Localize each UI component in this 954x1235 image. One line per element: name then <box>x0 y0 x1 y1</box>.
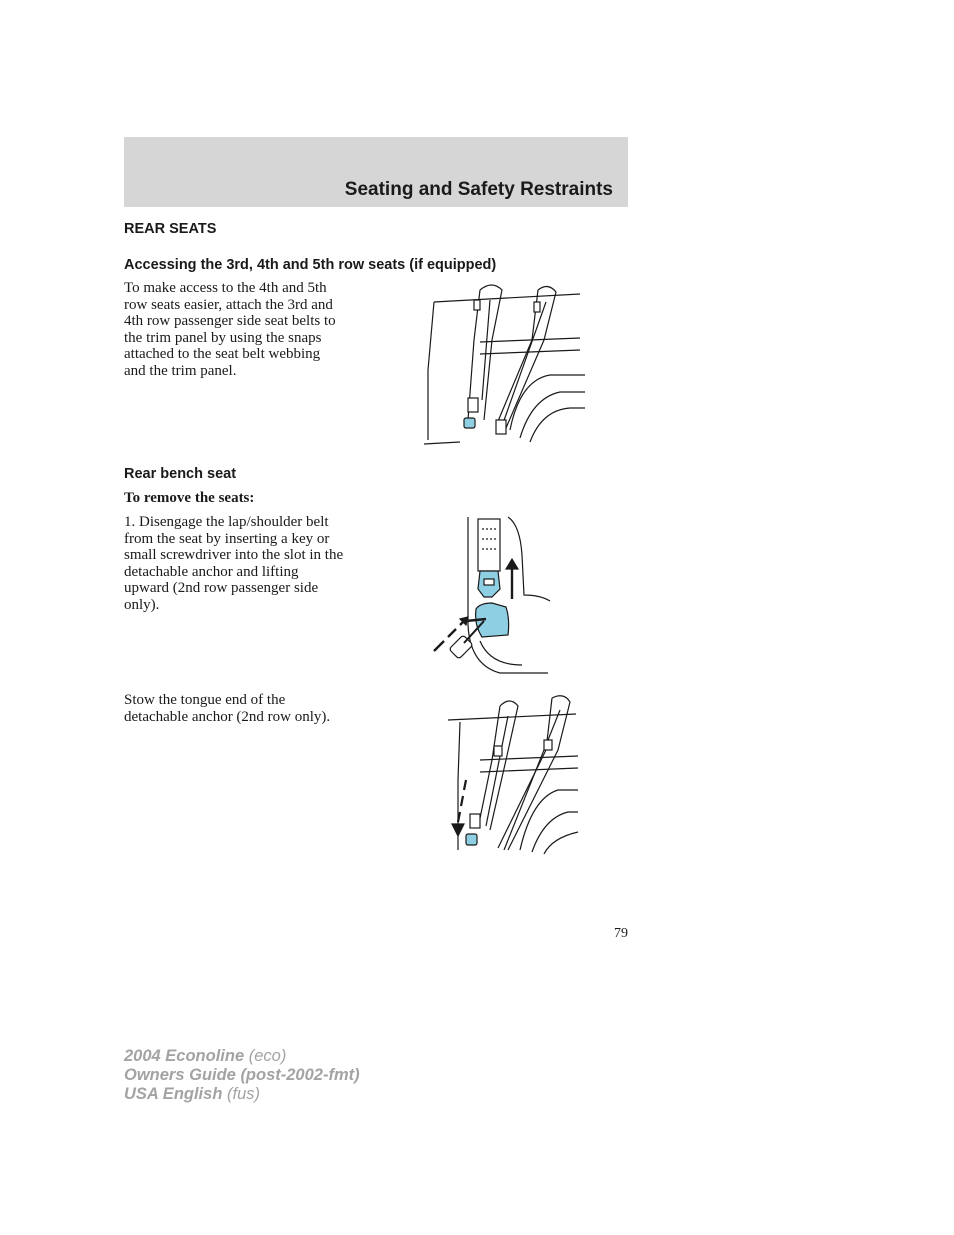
footer-language: USA English <box>124 1085 223 1103</box>
text-line: detachable anchor and lifting <box>124 563 299 580</box>
footer-line-3 <box>124 1085 360 1104</box>
document-footer <box>124 1047 360 1104</box>
text-line: detachable anchor (2nd row only). <box>124 708 331 725</box>
footer-line-1 <box>124 1047 360 1066</box>
access-paragraph <box>124 280 336 379</box>
subsection-title-access: Accessing the 3rd, 4th and 5th row seats (if equipped) <box>124 257 497 273</box>
footer-line-2 <box>124 1066 360 1085</box>
page-number: 79 <box>614 926 628 941</box>
footer-guide: Owners Guide (post-2002-fmt) <box>124 1066 360 1084</box>
remove-heading: To remove the seats: <box>124 490 255 506</box>
text-line: 1. Disengage the lap/shoulder belt <box>124 514 329 530</box>
page-header-title: Seating and Safety Restraints <box>344 179 613 200</box>
subsection-title-bench: Rear bench seat <box>124 466 237 482</box>
text-line: upward (2nd row passenger side <box>124 580 319 596</box>
text-line: 4th row passenger side seat belts to <box>124 313 336 329</box>
section-title: REAR SEATS <box>124 221 217 237</box>
text-line: To make access to the 4th and 5th <box>124 280 327 296</box>
footer-vehicle: 2004 Econoline <box>124 1047 245 1065</box>
text-line: only). <box>124 596 160 613</box>
detachable-anchor-illustration <box>430 515 555 680</box>
stow-anchor-illustration <box>440 690 580 855</box>
footer-vehicle-code: (eco) <box>248 1047 287 1065</box>
text-line: from the seat by inserting a key or <box>124 530 330 547</box>
text-line: and the trim panel. <box>124 362 237 379</box>
text-line: small screwdriver into the slot in the <box>124 547 344 563</box>
stow-paragraph <box>124 692 330 725</box>
text-line: attached to the seat belt webbing <box>124 346 321 362</box>
header-band <box>124 137 628 207</box>
belts-snapped-illustration <box>420 280 585 448</box>
text-line: row seats easier, attach the 3rd and <box>124 296 333 313</box>
text-line: the trim panel by using the snaps <box>124 329 322 346</box>
text-line: Stow the tongue end of the <box>124 692 286 708</box>
footer-language-code: (fus) <box>227 1085 260 1103</box>
step1-paragraph <box>124 514 343 613</box>
